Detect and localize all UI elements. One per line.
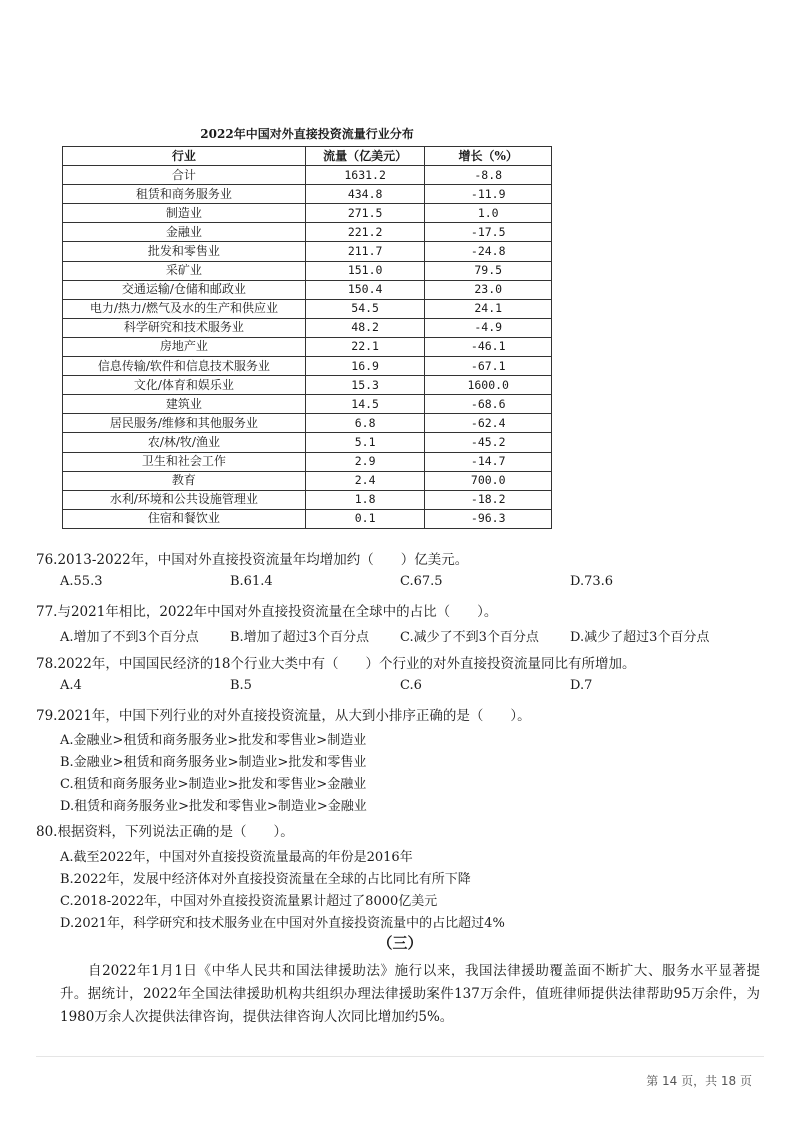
table-row	[63, 280, 552, 299]
cell-industry: 信息传输/软件和信息技术服务业	[63, 357, 306, 376]
cell-growth: 23.0	[425, 280, 552, 299]
cell-flow: 14.5	[305, 395, 425, 414]
option-77-a[interactable]: A.增加了不到3个百分点	[60, 630, 199, 645]
cell-flow: 150.4	[305, 280, 425, 299]
cell-industry: 住宿和餐饮业	[63, 509, 306, 528]
cell-growth: -8.8	[425, 166, 552, 185]
footer-divider	[36, 1056, 764, 1057]
option-79-b[interactable]: B.金融业>租赁和商务服务业>制造业>批发和零售业	[60, 755, 367, 770]
cell-industry: 建筑业	[63, 395, 306, 414]
cell-growth: 700.0	[425, 471, 552, 490]
option-78-d[interactable]: D.7	[570, 678, 593, 693]
cell-flow: 15.3	[305, 376, 425, 395]
header-industry: 行业	[63, 147, 306, 166]
cell-industry: 居民服务/维修和其他服务业	[63, 414, 306, 433]
cell-growth: -14.7	[425, 452, 552, 471]
cell-industry: 采矿业	[63, 261, 306, 280]
table-title: 2022年中国对外直接投资流量行业分布	[200, 127, 414, 141]
cell-flow: 54.5	[305, 299, 425, 318]
cell-industry: 租赁和商务服务业	[63, 185, 306, 204]
option-80-b[interactable]: B.2022年，发展中经济体对外直接投资流量在全球的占比同比有所下降	[60, 872, 471, 887]
question-76: 76.2013-2022年，中国对外直接投资流量年均增加约（ ）亿美元。	[36, 552, 469, 568]
cell-flow: 22.1	[305, 337, 425, 356]
question-76-options	[60, 574, 760, 594]
option-79-a[interactable]: A.金融业>租赁和商务服务业>批发和零售业>制造业	[60, 733, 367, 748]
cell-growth: 24.1	[425, 299, 552, 318]
table-row	[63, 337, 552, 356]
table-row	[63, 433, 552, 452]
header-flow: 流量（亿美元）	[305, 147, 425, 166]
cell-industry: 科学研究和技术服务业	[63, 318, 306, 337]
option-77-b[interactable]: B.增加了超过3个百分点	[230, 630, 369, 645]
cell-industry: 电力/热力/燃气及水的生产和供应业	[63, 299, 306, 318]
table-header-row	[63, 147, 552, 166]
table-body	[63, 166, 552, 529]
table-row	[63, 318, 552, 337]
table-row	[63, 509, 552, 528]
question-80: 80.根据资料，下列说法正确的是（ ）。	[36, 824, 294, 840]
cell-growth: -18.2	[425, 490, 552, 509]
option-76-b[interactable]: B.61.4	[230, 574, 273, 589]
option-76-d[interactable]: D.73.6	[570, 574, 614, 589]
table-row	[63, 471, 552, 490]
cell-industry: 文化/体育和娱乐业	[63, 376, 306, 395]
cell-growth: -45.2	[425, 433, 552, 452]
option-76-c[interactable]: C.67.5	[400, 574, 443, 589]
cell-industry: 卫生和社会工作	[63, 452, 306, 471]
cell-flow: 434.8	[305, 185, 425, 204]
cell-flow: 151.0	[305, 261, 425, 280]
table-row	[63, 242, 552, 261]
cell-industry: 金融业	[63, 223, 306, 242]
table-row	[63, 223, 552, 242]
table-row	[63, 357, 552, 376]
table-row	[63, 166, 552, 185]
table-row	[63, 204, 552, 223]
cell-growth: 1.0	[425, 204, 552, 223]
cell-flow: 48.2	[305, 318, 425, 337]
cell-growth: -17.5	[425, 223, 552, 242]
cell-flow: 2.4	[305, 471, 425, 490]
industry-table	[62, 146, 552, 529]
cell-flow: 221.2	[305, 223, 425, 242]
table-row	[63, 299, 552, 318]
option-76-a[interactable]: A.55.3	[60, 574, 103, 589]
cell-industry: 批发和零售业	[63, 242, 306, 261]
cell-industry: 合计	[63, 166, 306, 185]
table-row	[63, 414, 552, 433]
cell-flow: 1631.2	[305, 166, 425, 185]
cell-industry: 教育	[63, 471, 306, 490]
question-77-options	[60, 626, 760, 646]
table-row	[63, 490, 552, 509]
cell-flow: 6.8	[305, 414, 425, 433]
option-79-c[interactable]: C.租赁和商务服务业>制造业>批发和零售业>金融业	[60, 777, 367, 792]
cell-growth: -46.1	[425, 337, 552, 356]
cell-industry: 农/林/牧/渔业	[63, 433, 306, 452]
cell-flow: 271.5	[305, 204, 425, 223]
table-row	[63, 376, 552, 395]
option-78-c[interactable]: C.6	[400, 678, 422, 693]
cell-industry: 制造业	[63, 204, 306, 223]
option-80-d[interactable]: D.2021年，科学研究和技术服务业在中国对外直接投资流量中的占比超过4%	[60, 916, 505, 931]
page-number: 第 14 页，共 18 页	[646, 1074, 752, 1088]
cell-growth: -11.9	[425, 185, 552, 204]
header-growth: 增长（%）	[425, 147, 552, 166]
cell-growth: 79.5	[425, 261, 552, 280]
cell-industry: 水利/环境和公共设施管理业	[63, 490, 306, 509]
option-80-a[interactable]: A.截至2022年，中国对外直接投资流量最高的年份是2016年	[60, 850, 413, 865]
option-77-d[interactable]: D.减少了超过3个百分点	[570, 630, 710, 645]
cell-growth: -68.6	[425, 395, 552, 414]
option-79-d[interactable]: D.租赁和商务服务业>批发和零售业>制造业>金融业	[60, 799, 367, 814]
cell-flow: 5.1	[305, 433, 425, 452]
table-row	[63, 395, 552, 414]
question-79: 79.2021年，中国下列行业的对外直接投资流量，从大到小排序正确的是（ ）。	[36, 708, 531, 724]
cell-industry: 交通运输/仓储和邮政业	[63, 280, 306, 299]
cell-growth: -62.4	[425, 414, 552, 433]
cell-growth: -96.3	[425, 509, 552, 528]
cell-flow: 2.9	[305, 452, 425, 471]
cell-flow: 0.1	[305, 509, 425, 528]
table-row	[63, 261, 552, 280]
cell-flow: 16.9	[305, 357, 425, 376]
option-78-b[interactable]: B.5	[230, 678, 252, 693]
section-paragraph: 自2022年1月1日《中华人民共和国法律援助法》施行以来，我国法律援助覆盖面不断扩大、服务水平显著提升。据统计，2022年全国法律援助机构共组织办理法律援助案件137万余件，值班律师提供法律帮助95万余件，为1980万余人次提供法律咨询，提供法律咨询人次同比增加约5%。	[60, 963, 760, 1025]
cell-growth: -67.1	[425, 357, 552, 376]
question-77: 77.与2021年相比，2022年中国对外直接投资流量在全球中的占比（ ）。	[36, 604, 498, 620]
question-78-options	[60, 678, 760, 698]
cell-growth: -24.8	[425, 242, 552, 261]
option-78-a[interactable]: A.4	[60, 678, 82, 693]
option-80-c[interactable]: C.2018-2022年，中国对外直接投资流量累计超过了8000亿美元	[60, 894, 438, 909]
table-row	[63, 452, 552, 471]
cell-growth: -4.9	[425, 318, 552, 337]
cell-flow: 211.7	[305, 242, 425, 261]
cell-growth: 1600.0	[425, 376, 552, 395]
cell-flow: 1.8	[305, 490, 425, 509]
section-heading: （三）	[377, 934, 423, 952]
table-row	[63, 185, 552, 204]
question-78: 78.2022年，中国国民经济的18个行业大类中有（ ）个行业的对外直接投资流量同比有所增加。	[36, 656, 636, 672]
cell-industry: 房地产业	[63, 337, 306, 356]
option-77-c[interactable]: C.减少了不到3个百分点	[400, 630, 539, 645]
